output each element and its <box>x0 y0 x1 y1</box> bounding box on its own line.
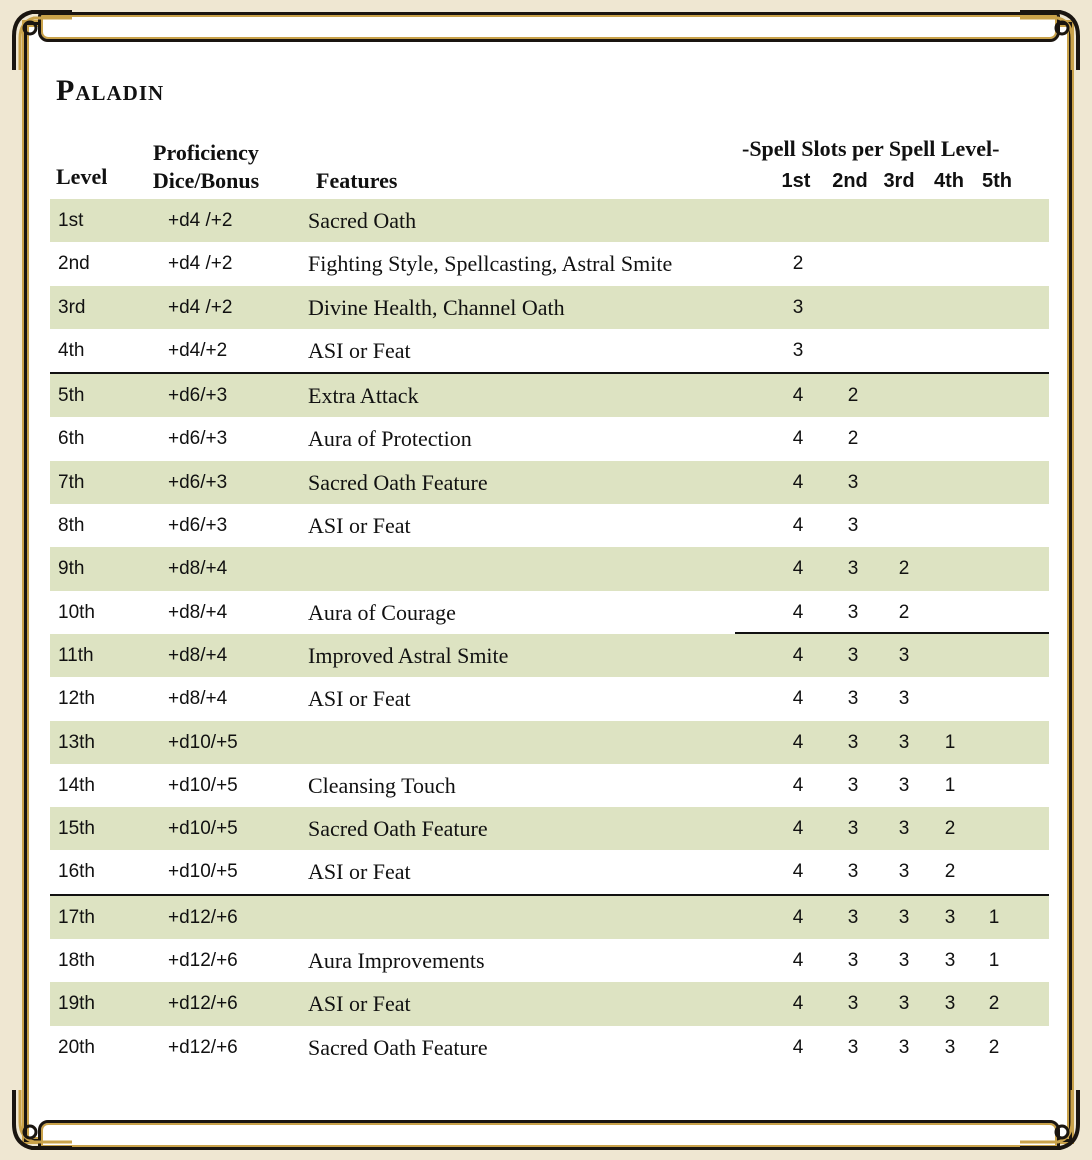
spell-slot-cell <box>979 764 1009 807</box>
table-row <box>50 199 1049 242</box>
spell-slot-cell <box>889 461 919 504</box>
proficiency-cell: +d12/+6 <box>168 950 238 972</box>
proficiency-cell: +d6/+3 <box>168 471 228 493</box>
spell-slot-cell <box>838 286 868 329</box>
spell-slot-cell <box>889 329 919 372</box>
proficiency-cell: +d4 /+2 <box>168 210 233 231</box>
spell-slot-cell <box>935 417 965 460</box>
spell-slot-cell: 2 <box>944 861 956 883</box>
level-cell: 12th <box>58 688 95 710</box>
spell-slot-cell <box>889 504 919 547</box>
header-features: Features <box>316 168 398 193</box>
table-row <box>50 461 1049 504</box>
spell-slot-cell: 2 <box>847 385 859 407</box>
proficiency-cell: +d8/+4 <box>168 601 228 623</box>
features-cell: ASI or Feat <box>308 686 411 712</box>
proficiency-cell: +d6/+3 <box>168 428 228 450</box>
header-spell-slots: -Spell Slots per Spell Level- <box>742 136 1000 161</box>
spell-slot-cell: 3 <box>847 601 859 623</box>
proficiency-cell: +d6/+3 <box>168 515 228 537</box>
features-cell: Aura of Protection <box>308 426 472 452</box>
spell-slot-cell: 3 <box>898 818 910 840</box>
spell-slot-cell: 4 <box>792 515 804 537</box>
spell-slot-cell: 4 <box>792 906 804 928</box>
spell-slot-cell <box>935 677 965 720</box>
spell-slot-cell <box>889 286 919 329</box>
spell-slot-cell: 4 <box>792 818 804 840</box>
corner-ornament-icon <box>8 1084 78 1154</box>
spell-slot-cell: 4 <box>792 993 804 1015</box>
corner-ornament-icon <box>8 6 78 76</box>
table-row <box>50 764 1049 807</box>
spell-slot-cell: 2 <box>792 253 804 275</box>
spell-slot-cell <box>935 329 965 372</box>
spell-slot-cell: 3 <box>847 471 859 493</box>
features-cell: Divine Health, Channel Oath <box>308 294 565 320</box>
spell-slot-cell <box>979 591 1009 634</box>
level-cell: 3rd <box>58 296 86 318</box>
features-cell: Aura of Courage <box>308 599 456 625</box>
spell-slot-cell: 2 <box>898 601 910 623</box>
spell-slot-cell: 3 <box>944 993 956 1015</box>
level-cell: 7th <box>58 471 85 493</box>
spell-slot-cell <box>979 286 1009 329</box>
spell-slot-cell: 3 <box>898 993 910 1015</box>
level-cell: 9th <box>58 558 85 580</box>
spell-slot-cell <box>979 504 1009 547</box>
header-proficiency-line1: Proficiency <box>153 140 259 165</box>
spell-slot-cell <box>979 807 1009 850</box>
proficiency-cell: +d4/+2 <box>168 339 228 361</box>
features-cell: Sacred Oath <box>308 208 417 233</box>
table-row <box>50 894 1049 939</box>
spell-slot-cell: 4 <box>792 774 804 796</box>
spell-slot-cell: 3 <box>944 1036 956 1058</box>
level-cell: 5th <box>58 385 85 407</box>
spell-slot-cell <box>979 329 1009 372</box>
table-row <box>50 329 1049 372</box>
spell-slot-cell: 3 <box>898 644 910 666</box>
table-row <box>50 634 1049 677</box>
spell-slot-cell: 2 <box>847 428 859 450</box>
spell-slot-cell: 4 <box>792 861 804 883</box>
spell-slot-cell: 4 <box>792 1036 804 1058</box>
features-cell: ASI or Feat <box>308 859 411 885</box>
spell-slot-cell: 3 <box>898 731 910 753</box>
level-cell: 6th <box>58 428 85 450</box>
proficiency-cell: +d8/+4 <box>168 688 228 710</box>
spell-slot-cell: 3 <box>847 818 859 840</box>
spell-slot-cell <box>979 850 1009 893</box>
table-row <box>50 677 1049 720</box>
spell-slot-cell <box>935 634 965 677</box>
table-row <box>50 939 1049 982</box>
level-cell: 10th <box>58 601 95 623</box>
proficiency-cell: +d8/+4 <box>168 644 228 666</box>
table-row <box>50 721 1049 764</box>
level-cell: 18th <box>58 950 95 972</box>
spell-slot-cell <box>979 199 1009 242</box>
spell-slot-cell: 2 <box>988 1036 1000 1058</box>
spell-slot-cell <box>979 374 1009 417</box>
page-title: Paladin <box>56 74 165 107</box>
spell-slot-cell: 3 <box>847 1036 859 1058</box>
spell-slot-cell: 3 <box>898 861 910 883</box>
features-cell: Improved Astral Smite <box>308 642 509 668</box>
spell-slot-cell: 1 <box>988 950 1000 972</box>
features-cell: Aura Improvements <box>308 948 485 974</box>
header-level: Level <box>56 164 108 189</box>
spell-slot-cell: 3 <box>847 906 859 928</box>
spell-slot-cell <box>889 199 919 242</box>
proficiency-cell: +d10/+5 <box>168 861 238 883</box>
spell-slot-cell: 3 <box>847 774 859 796</box>
spell-slot-cell: 4 <box>792 688 804 710</box>
spell-slot-cell: 3 <box>847 861 859 883</box>
spell-slot-cell: 2 <box>898 558 910 580</box>
level-cell: 4th <box>58 339 85 361</box>
features-cell: Sacred Oath Feature <box>308 469 488 495</box>
spell-slot-cell: 3 <box>847 950 859 972</box>
table-row <box>50 591 1049 634</box>
spell-slot-cell: 3 <box>847 993 859 1015</box>
level-cell: 14th <box>58 774 95 796</box>
proficiency-cell: +d12/+6 <box>168 1036 238 1058</box>
spell-slot-cell <box>935 547 965 590</box>
spell-slot-cell <box>935 286 965 329</box>
spell-slot-cell <box>935 591 965 634</box>
spell-slot-cell <box>979 634 1009 677</box>
header-proficiency <box>140 139 272 195</box>
spell-slot-cell <box>935 504 965 547</box>
level-cell: 15th <box>58 818 95 840</box>
proficiency-cell: +d4 /+2 <box>168 253 233 275</box>
spell-slot-cell: 3 <box>847 688 859 710</box>
spell-slot-cell: 3 <box>898 950 910 972</box>
table-row <box>50 286 1049 329</box>
features-cell: ASI or Feat <box>308 991 411 1017</box>
spell-slot-cell: 3 <box>898 688 910 710</box>
spell-slot-cell <box>783 199 813 242</box>
spell-slot-cell <box>979 461 1009 504</box>
spell-slot-cell: 3 <box>898 774 910 796</box>
proficiency-cell: +d12/+6 <box>168 906 238 928</box>
header-slot-4th: 4th <box>934 170 964 192</box>
spell-slot-cell: 4 <box>792 950 804 972</box>
level-cell: 13th <box>58 731 95 753</box>
spell-slot-cell: 3 <box>847 515 859 537</box>
features-cell: Extra Attack <box>308 383 419 409</box>
spell-slot-cell <box>935 461 965 504</box>
table-row <box>50 417 1049 460</box>
proficiency-cell: +d12/+6 <box>168 993 238 1015</box>
spell-slot-cell: 3 <box>898 1036 910 1058</box>
spell-slot-cell: 1 <box>944 731 956 753</box>
proficiency-cell: +d6/+3 <box>168 385 228 407</box>
spell-slot-cell: 3 <box>898 906 910 928</box>
spell-slot-cell: 1 <box>944 774 956 796</box>
level-cell: 8th <box>58 515 85 537</box>
table-row <box>50 242 1049 285</box>
spell-slot-cell: 2 <box>944 818 956 840</box>
paladin-table <box>50 199 1049 1069</box>
corner-ornament-icon <box>1014 1084 1084 1154</box>
spell-slot-cell <box>979 721 1009 764</box>
level-cell: 16th <box>58 861 95 883</box>
spell-slot-cell: 4 <box>792 644 804 666</box>
level-cell: 1st <box>58 210 84 231</box>
header-slot-2nd: 2nd <box>832 170 868 192</box>
table-row <box>50 372 1049 417</box>
spell-slot-cell: 4 <box>792 601 804 623</box>
table-row <box>50 547 1049 590</box>
header-slot-5th: 5th <box>982 170 1012 192</box>
spell-slot-cell <box>889 374 919 417</box>
spell-slot-cell: 4 <box>792 385 804 407</box>
frame-bottom-bar <box>38 1120 1060 1150</box>
features-cell: ASI or Feat <box>308 337 411 363</box>
features-cell: ASI or Feat <box>308 513 411 539</box>
proficiency-cell: +d10/+5 <box>168 731 238 753</box>
features-cell: Cleansing Touch <box>308 772 456 798</box>
spell-slot-cell <box>979 677 1009 720</box>
spell-slot-cell <box>935 242 965 285</box>
spell-slot-cell: 4 <box>792 558 804 580</box>
level-cell: 11th <box>58 644 94 666</box>
table-row <box>50 1026 1049 1069</box>
spell-slot-cell <box>979 242 1009 285</box>
spell-slot-cell <box>889 417 919 460</box>
spell-slot-cell: 4 <box>792 428 804 450</box>
spell-slot-cell: 4 <box>792 731 804 753</box>
corner-ornament-icon <box>1014 6 1084 76</box>
level-cell: 19th <box>58 993 95 1015</box>
proficiency-cell: +d10/+5 <box>168 774 238 796</box>
spell-slot-cell <box>979 547 1009 590</box>
spell-slot-cell <box>935 199 965 242</box>
spell-slot-cell <box>889 242 919 285</box>
level-cell: 20th <box>58 1036 95 1058</box>
spell-slot-cell <box>838 199 868 242</box>
spell-slot-cell: 3 <box>847 558 859 580</box>
spell-slot-cell: 3 <box>792 296 804 318</box>
spell-slot-cell: 3 <box>847 731 859 753</box>
spell-slot-cell: 2 <box>988 993 1000 1015</box>
spell-slot-cell: 3 <box>944 950 956 972</box>
proficiency-cell: +d4 /+2 <box>168 296 233 318</box>
header-slot-1st: 1st <box>781 170 811 192</box>
table-row <box>50 807 1049 850</box>
table-row <box>50 850 1049 893</box>
spell-slot-cell <box>838 329 868 372</box>
level-cell: 17th <box>58 906 95 928</box>
spell-slot-cell <box>979 417 1009 460</box>
proficiency-cell: +d10/+5 <box>168 818 238 840</box>
header-proficiency-line2: Dice/Bonus <box>152 168 260 193</box>
features-cell: Sacred Oath Feature <box>308 1034 488 1060</box>
spell-slot-cell <box>838 242 868 285</box>
spell-slot-cell: 1 <box>988 906 1000 928</box>
frame-top-bar <box>38 12 1060 42</box>
spell-slot-cell: 4 <box>792 471 804 493</box>
proficiency-cell: +d8/+4 <box>168 558 228 580</box>
header-slot-3rd: 3rd <box>883 170 915 192</box>
spell-slot-cell: 3 <box>944 906 956 928</box>
features-cell: Sacred Oath Feature <box>308 816 488 842</box>
table-row <box>50 982 1049 1025</box>
spell-slot-cell <box>935 374 965 417</box>
table-row <box>50 504 1049 547</box>
spell-slot-cell: 3 <box>792 339 804 361</box>
features-cell: Fighting Style, Spellcasting, Astral Smite <box>308 251 673 277</box>
spell-slot-cell: 3 <box>847 644 859 666</box>
level-cell: 2nd <box>58 253 90 275</box>
